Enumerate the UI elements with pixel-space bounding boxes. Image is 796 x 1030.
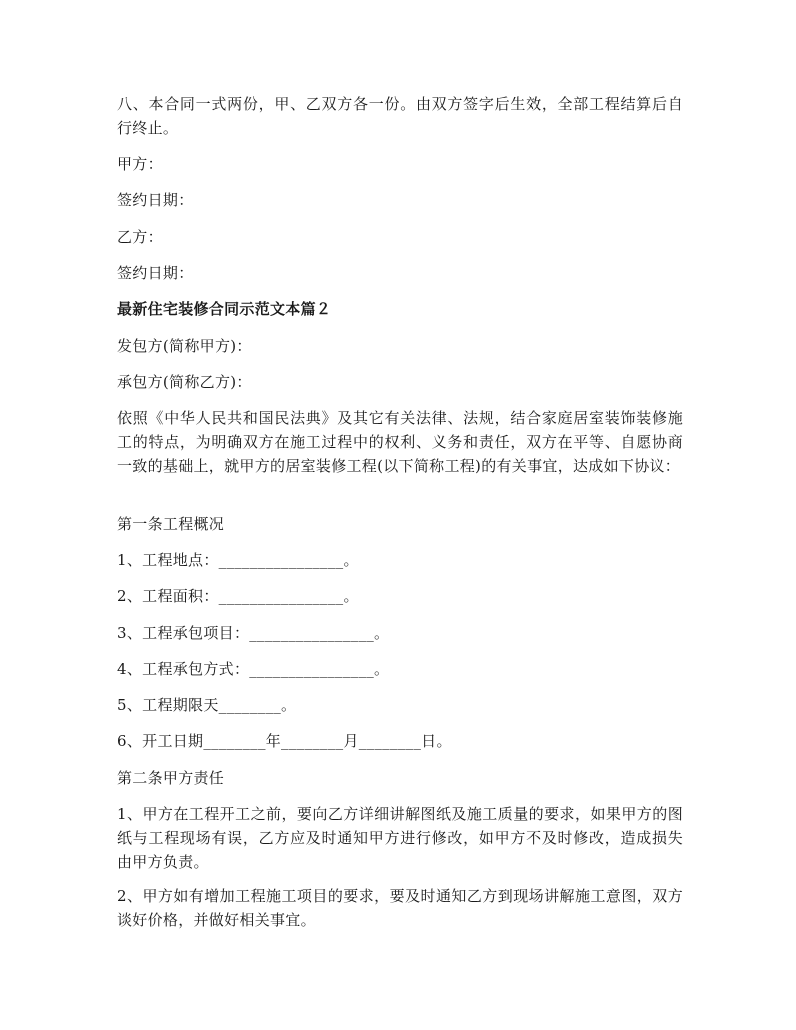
contract-clause-8: 八、本合同一式两份，甲、乙双方各一份。由双方签字后生效，全部工程结算后自行终止。 [117, 95, 683, 137]
section-heading: 最新住宅装修合同示范文本篇２ [117, 300, 332, 318]
project-area-line: 2、工程面积：________________。 [117, 587, 359, 605]
contract-method-line: 4、工程承包方式：________________。 [117, 660, 390, 678]
project-items-line: 3、工程承包项目：________________。 [117, 624, 390, 642]
article-1-heading: 第一条工程概况 [117, 515, 225, 533]
start-date-line: 6、开工日期________年________月________日。 [117, 732, 452, 750]
project-location-line: 1、工程地点：________________。 [117, 551, 359, 569]
party-a-label: 甲方： [117, 155, 163, 173]
party-a-duty-1: 1、甲方在工程开工之前，要向乙方详细讲解图纸及施工质量的要求，如果甲方的图纸与工程现场有误，乙方应及时通知甲方进行修改，如甲方不及时修改，造成损失由甲方负责。 [117, 805, 683, 871]
article-2-heading: 第二条甲方责任 [117, 769, 225, 787]
contractor-label: 承包方(简称乙方)： [117, 373, 252, 391]
project-duration-line: 5、工程期限天________。 [117, 696, 297, 714]
signing-date-label: 签约日期： [117, 191, 194, 209]
employer-label: 发包方(简称甲方)： [117, 337, 252, 355]
party-b-label: 乙方： [117, 228, 163, 246]
signing-date-label: 签约日期： [117, 264, 194, 282]
party-a-duty-2: 2、甲方如有增加工程施工项目的要求，要及时通知乙方到现场讲解施工意图，双方谈好价格，并做好相关事宜。 [117, 887, 683, 929]
preamble-paragraph: 依照《中华人民共和国民法典》及其它有关法律、法规，结合家庭居室装饰装修施工的特点，为明确双方在施工过程中的权利、义务和责任，双方在平等、自愿协商一致的基础上，就甲方的居室装修工程(以下简称工程)的有关事宜，达成如下协议： [117, 409, 683, 475]
